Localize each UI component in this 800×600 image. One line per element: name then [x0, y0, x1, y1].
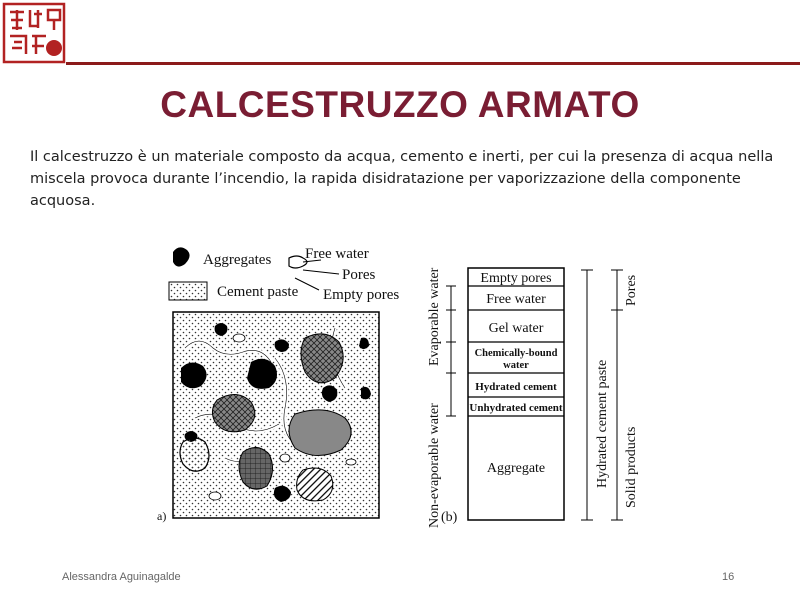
- layer-chemically-bound-water: water: [503, 360, 529, 371]
- layer-gel-water: Gel water: [488, 321, 544, 336]
- panel-b-label: (b): [441, 510, 458, 525]
- label-solid-products: Solid products: [624, 426, 639, 508]
- aggregate-legend-icon: [173, 247, 190, 266]
- layer-unhydrated-cement: Unhydrated cement: [469, 402, 563, 414]
- footer-page-number: 16: [722, 571, 735, 583]
- layer-aggregate: Aggregate: [486, 461, 546, 476]
- slide-title: CALCESTRUZZO ARMATO: [160, 84, 640, 125]
- footer-author: Alessandra Aguinagalde: [62, 571, 181, 583]
- layer-free-water: Free water: [486, 292, 546, 307]
- legend-empty-pores: Empty pores: [323, 287, 400, 303]
- legend-aggregates: Aggregates: [203, 252, 272, 268]
- label-hydrated-cement-paste: Hydrated cement paste: [595, 359, 610, 488]
- label-pores: Pores: [624, 274, 639, 306]
- legend-free-water: Free water: [305, 246, 369, 262]
- layer-chemically-bound: Chemically-bound: [474, 348, 558, 359]
- layer-empty-pores: Empty pores: [480, 271, 552, 286]
- label-non-evaporable-water: Non-evaporable water: [427, 403, 442, 528]
- panel-a-microstructure: [157, 312, 379, 523]
- figure-legend: [169, 246, 399, 303]
- concrete-composition-figure: [155, 238, 645, 528]
- legend-cement-paste: Cement paste: [217, 284, 299, 300]
- layer-hydrated-cement: Hydrated cement: [475, 381, 557, 393]
- label-evaporable-water: Evaporable water: [427, 267, 442, 366]
- panel-a-label: a): [157, 509, 167, 523]
- cement-paste-legend-icon: [169, 282, 207, 300]
- institution-seal-logo: [2, 2, 66, 64]
- slide-body-text: Il calcestruzzo è un materiale composto da acqua, cemento e inerti, per cui la presenza di acqua nella miscela provoca durante l’incendio, la rapida disidratazione per vaporizzazione della componente acquosa.: [30, 149, 774, 209]
- legend-pores: Pores: [342, 267, 376, 283]
- header-rule: [66, 62, 800, 65]
- panel-b-composition-column: [427, 267, 639, 528]
